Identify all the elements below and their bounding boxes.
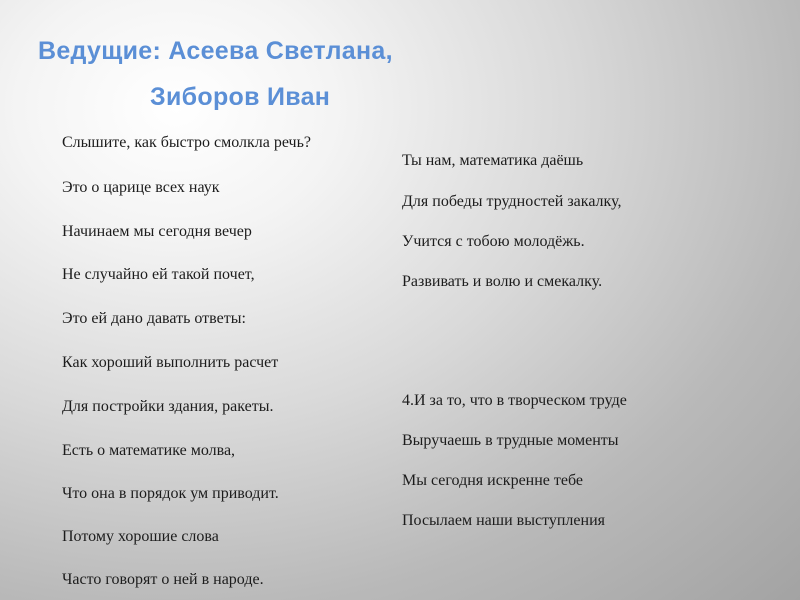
verse-line: Выручаешь в трудные моменты: [402, 432, 619, 449]
verse-line: Мы сегодня искренне тебе: [402, 472, 584, 489]
verse-line: Не случайно ей такой почет,: [62, 266, 255, 283]
verse-line: Для победы трудностей закалку,: [402, 193, 622, 210]
verse-line: Посылаем наши выступления: [402, 512, 605, 529]
verse-line: Есть о математике молва,: [62, 442, 236, 459]
verse-line: Потому хорошие слова: [62, 528, 219, 545]
verse-line: Это ей дано давать ответы:: [62, 310, 246, 327]
verse-line: 4.И за то, что в творческом труде: [402, 392, 627, 409]
verse-line: Как хороший выполнить расчет: [62, 354, 279, 371]
slide-title-presenters: Ведущие: Асеева Светлана,: [38, 37, 393, 65]
verse-line: Часто говорят о ней в народе.: [62, 571, 264, 588]
verse-line: Слышите, как быстро смолкла речь?: [62, 134, 311, 151]
verse-line: Развивать и волю и смекалку.: [402, 273, 603, 290]
verse-line: Учится с тобою молодёжь.: [402, 233, 585, 250]
verse-line: Это о царице всех наук: [62, 179, 220, 196]
verse-line: Начинаем мы сегодня вечер: [62, 223, 252, 240]
verse-line: Что она в порядок ум приводит.: [62, 485, 279, 502]
poem-right-column: [402, 0, 722, 600]
verse-line: Для постройки здания, ракеты.: [62, 398, 274, 415]
poem-left-column: [62, 0, 392, 600]
verse-line: Ты нам, математика даёшь: [402, 152, 584, 169]
slide-title-presenter-name: Зиборов Иван: [150, 83, 331, 111]
